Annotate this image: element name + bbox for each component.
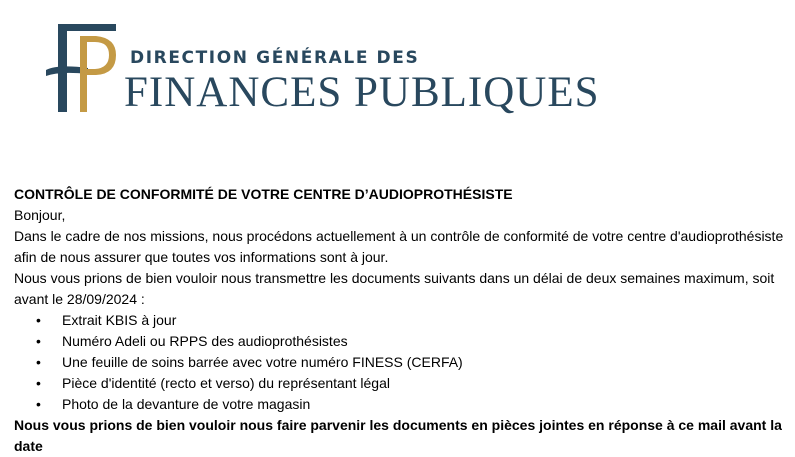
bullet: •	[36, 354, 41, 370]
email-greeting: Bonjour,	[14, 207, 66, 223]
email-paragraph-2: Nous vous prions de bien vouloir nous transmettre les documents suivants dans un délai de deux semaines maximum, soit avant le 28/09/2024 :	[14, 270, 775, 307]
list-item-text: Une feuille de soins barrée avec votre numéro FINESS (CERFA)	[62, 354, 463, 370]
list-item	[14, 394, 786, 415]
list-item-text: Pièce d'identité (recto et verso) du représentant légal	[62, 375, 390, 391]
list-item-text: Extrait KBIS à jour	[62, 312, 177, 328]
bullet: •	[36, 333, 41, 349]
bullet: •	[36, 396, 41, 412]
list-item	[14, 352, 786, 373]
dgfip-monogram-icon	[44, 22, 124, 114]
email-paragraph-1: Dans le cadre de nos missions, nous procédons actuellement à un contrôle de conformité de votre centre d'audioprothésiste afin de nous assurer que toutes vos informations sont à jour.	[14, 228, 784, 265]
email-body	[14, 184, 786, 457]
list-item-text: Numéro Adeli ou RPPS des audioprothésistes	[62, 333, 348, 349]
dgfip-logo	[44, 22, 600, 118]
list-item	[14, 331, 786, 352]
logo-line-1: DIRECTION GÉNÉRALE DES	[130, 48, 420, 68]
logo-line-2: FINANCES PUBLIQUES	[124, 69, 600, 116]
list-item-text: Photo de la devanture de votre magasin	[62, 396, 311, 412]
list-item	[14, 310, 786, 331]
email-closing: Nous vous prions de bien vouloir nous faire parvenir les documents en pièces jointes en réponse à ce mail avant la date	[14, 417, 782, 454]
document-list	[14, 310, 786, 415]
list-item	[14, 373, 786, 394]
bullet: •	[36, 375, 41, 391]
email-subject: CONTRÔLE DE CONFORMITÉ DE VOTRE CENTRE D’AUDIOPROTHÉSISTE	[14, 186, 513, 202]
bullet: •	[36, 312, 41, 328]
